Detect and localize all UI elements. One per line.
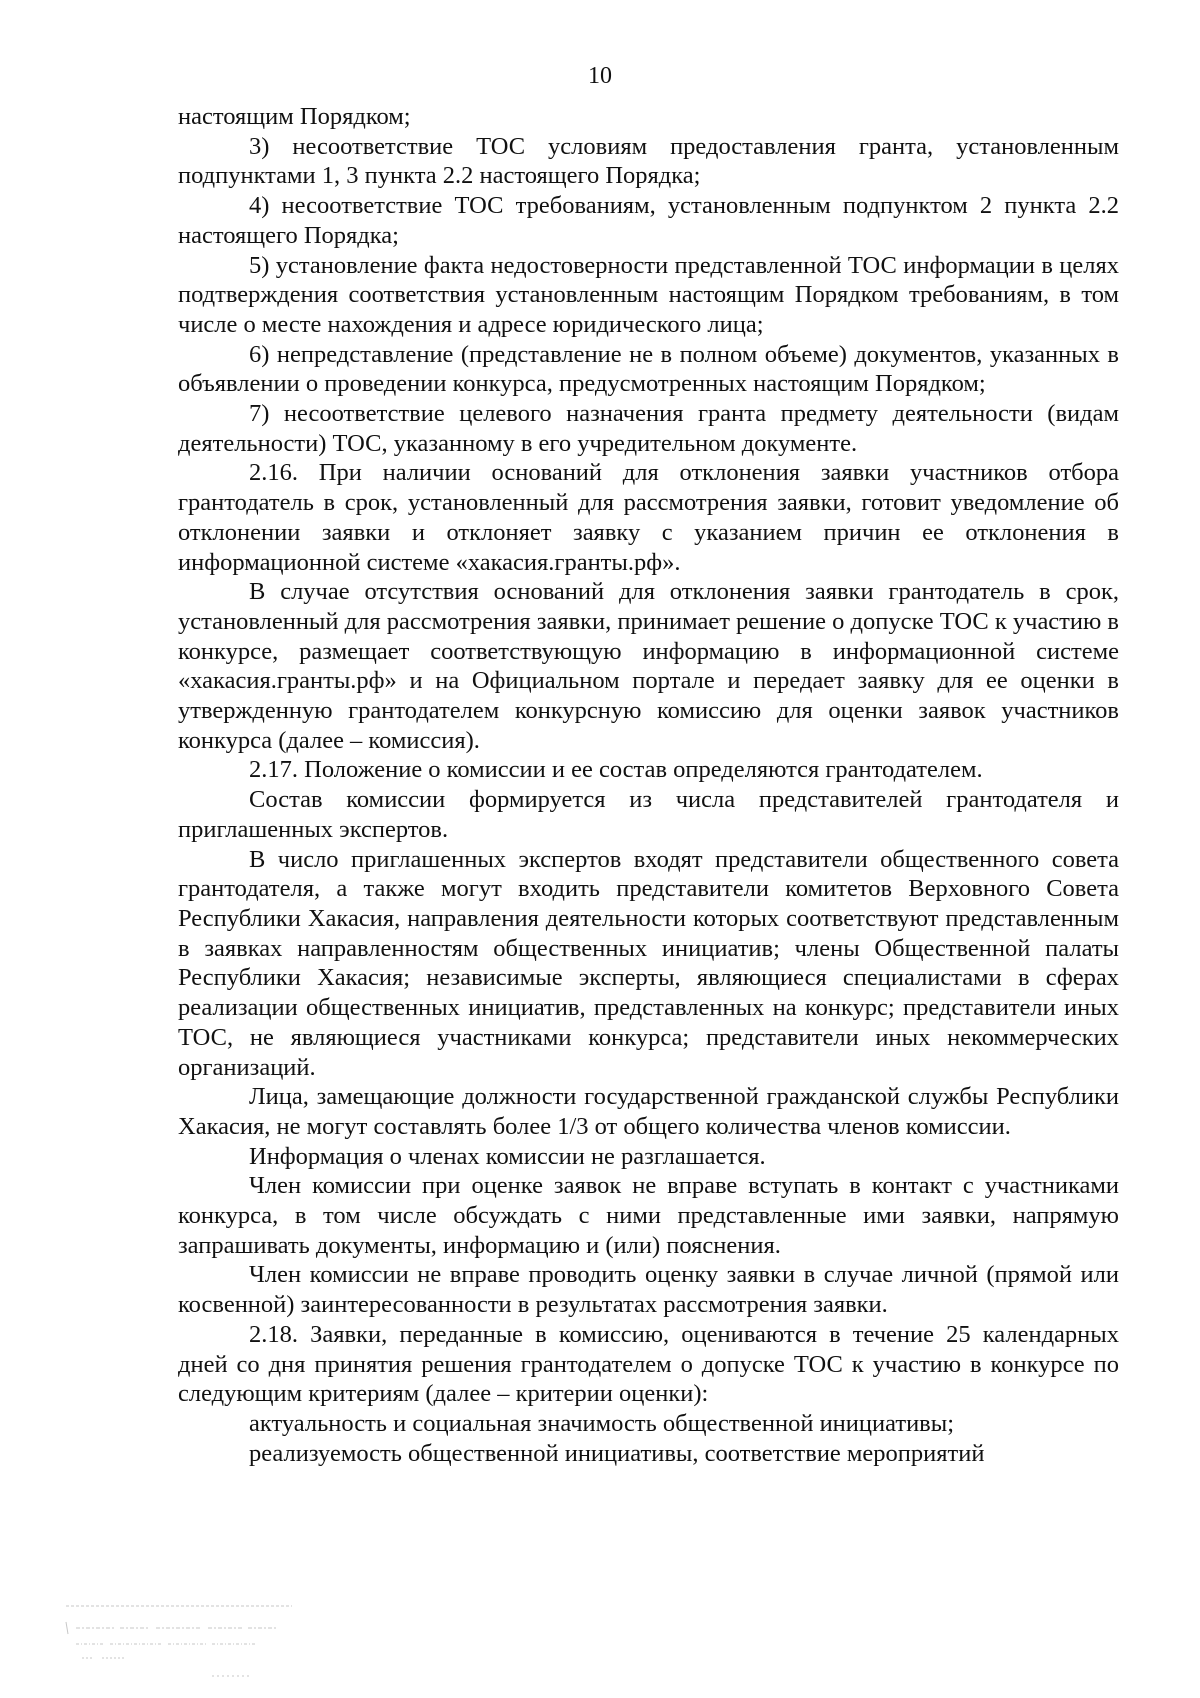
paragraph: Член комиссии при оценке заявок не вправе вступать в контакт с участниками конкурса, в том числе обсуждать с ними представленные ими заявки, напрямую запрашивать документы, информацию и (или) пояснения. (178, 1172, 1119, 1259)
paragraph: 7) несоответствие целевого назначения гранта предмету деятельности (видам деятельности) ТОС, указанному в его учредительном документе. (178, 400, 1119, 457)
paragraph: 2.18. Заявки, переданные в комиссию, оцениваются в течение 25 календарных дней со дня принятия решения грантодателем о допуске ТОС к участию в конкурсе по следующим критериям (далее – критерии оценки): (178, 1320, 1119, 1408)
paragraph: 6) непредставление (представление не в полном объеме) документов, указанных в объявлении о проведении конкурса, предусмотренных настоящим Порядком; (178, 340, 1119, 398)
paragraph: актуальность и социальная значимость общественной инициативы; (249, 1409, 955, 1437)
paragraph: реализуемость общественной инициативы, соответствие мероприятий (249, 1439, 985, 1467)
document-stamp (62, 1598, 298, 1683)
paragraph: 2.16. При наличии оснований для отклонения заявки участников отбора грантодатель в срок, установленный для рассмотрения заявки, готовит уведомление об отклонении заявки и отклоняет заявку с указанием причин ее отклонения в информационной системе «хакасия.гранты.рф». (178, 459, 1119, 576)
paragraph: Лица, замещающие должности государственной гражданской службы Республики Хакасия, не могут составлять более 1/3 от общего количества членов комиссии. (178, 1083, 1119, 1140)
paragraph: Состав комиссии формируется из числа представителей грантодателя и приглашенных экспертов. (178, 786, 1119, 843)
paragraph: 3) несоответствие ТОС условиям предоставления гранта, установленным подпунктами 1, 3 пункта 2.2 настоящего Порядка; (178, 132, 1119, 190)
document-body (178, 102, 1119, 1468)
paragraph: 2.17. Положение о комиссии и ее состав определяются грантодателем. (249, 756, 983, 784)
page-number: 10 (588, 63, 612, 89)
paragraph: 4) несоответствие ТОС требованиям, установленным подпунктом 2 пункта 2.2 настоящего Порядка; (178, 192, 1119, 249)
paragraph: настоящим Порядком; (178, 103, 411, 130)
paragraph: В число приглашенных экспертов входят представители общественного совета грантодателя, а также могут входить представители комитетов Верховного Совета Республики Хакасия, направления деятельности которых соответствуют представленным в заявках направленностям общественных инициатив; члены Общественной палаты Республики Хакасия; независимые эксперты, являющиеся специалистами в сферах реализации общественных инициатив, представленных на конкурс; представители иных ТОС, не являющиеся участниками конкурса; представители иных некоммерческих организаций. (178, 845, 1119, 1081)
paragraph: 5) установление факта недостоверности представленной ТОС информации в целях подтверждения соответствия установленным настоящим Порядком требованиям, в том числе о месте нахождения и адресе юридического лица; (178, 251, 1119, 338)
paragraph: Информация о членах комиссии не разглашается. (249, 1142, 766, 1170)
paragraph: В случае отсутствия оснований для отклонения заявки грантодатель в срок, установленный для рассмотрения заявки, принимает решение о допуске ТОС к участию в конкурсе, размещает соответствующую информацию в информационной системе «хакасия.гранты.рф» и на Официальном портале и передает заявку для ее оценки в утвержденную грантодателем конкурсную комиссию для оценки заявок участников конкурса (далее – комиссия). (178, 578, 1120, 754)
paragraph: Член комиссии не вправе проводить оценку заявки в случае личной (прямой или косвенной) заинтересованности в результатах рассмотрения заявки. (178, 1261, 1119, 1319)
